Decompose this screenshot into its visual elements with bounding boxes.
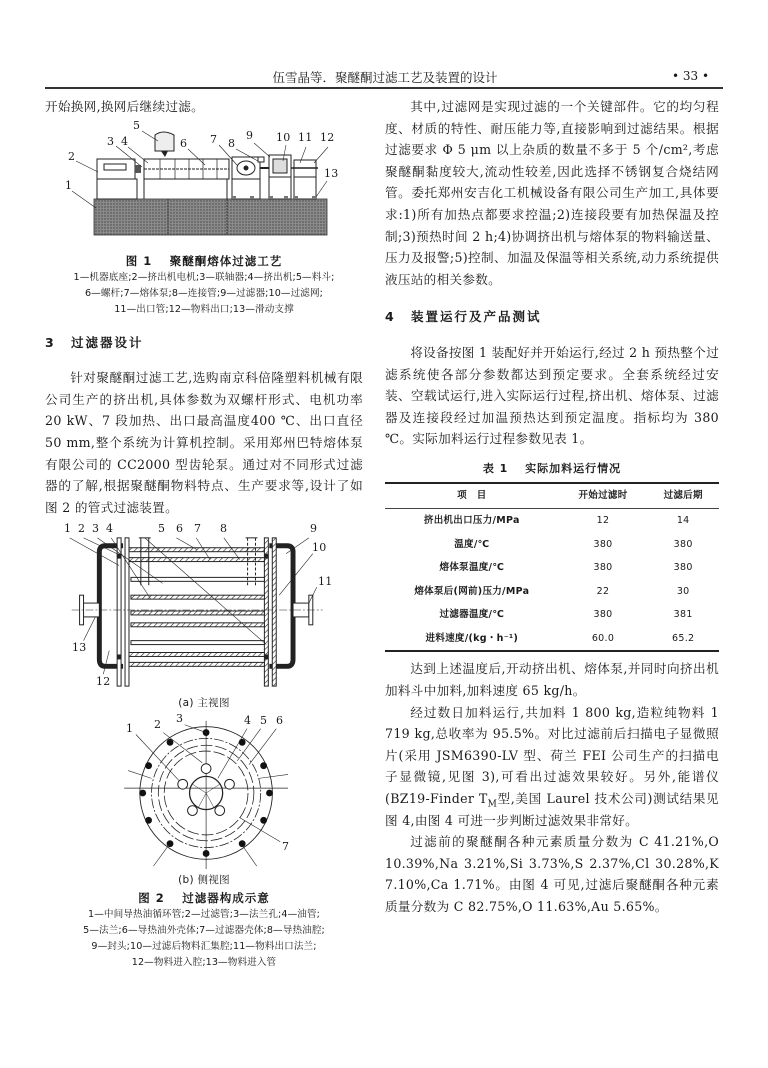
figure1-caption: [45, 252, 363, 318]
fig2a-label-6: 6: [176, 522, 184, 536]
table-cell-start: 380: [593, 562, 613, 574]
figure2-title: 图 2 过滤器构成示意: [138, 891, 270, 906]
fig2a-label-11: 11: [318, 575, 333, 589]
figure1-legend-1: 1—机器底座;2—挤出机电机;3—联轴器;4—挤出机;5—料斗;: [73, 271, 335, 283]
fig1-label-8: 8: [228, 136, 236, 150]
left-column: [45, 96, 363, 971]
right-paragraph-1: 其中,过滤网是实现过滤的一个关键部件。它的均匀程度、材质的特性、耐压能力等,直接影响到过滤结果。根据过滤要求 Φ 5 μm 以上杂质的数量不多于 5 个/cm²,考虑聚醚酮黏度较大,流动性较差,因此选择不锈钢复合烧结网管。委托郑州安吉化工机械设备有限公司生产加工,具体要求:1)所有加热点都要求控温;2)连接段要有加热保温及控制;3)预热时间 2 h;4)协调挤出机与熔体泵的物料输送量、压力及报警;5)控制、加温及保温等相关系统,动力系统提供液压站的相关参数。: [385, 99, 719, 287]
table-cell-late: 65.2: [672, 632, 695, 644]
fig2a-label-7: 7: [194, 522, 202, 536]
fig2a-label-12: 12: [96, 675, 111, 689]
fig1-label-6: 6: [180, 136, 188, 150]
running-title: 伍雪晶等．聚醚酮过滤工艺及装置的设计: [272, 70, 498, 85]
right-column: [385, 96, 719, 918]
figure2-side: [110, 712, 310, 871]
table-header-row: [385, 483, 719, 509]
table-cell-late: 380: [673, 562, 693, 574]
fig2b-label-5: 5: [260, 714, 268, 728]
figure2-side-labels: [110, 712, 310, 871]
table1: [385, 482, 719, 653]
table-header-late: 过滤后期: [663, 490, 703, 502]
right-paragraph-4: 过滤前的聚醚酮各种元素质量分数为 C 41.21%,O 10.39%,Na 3.21%,Si 3.73%,S 2.37%,Cl 30.28%,K 7.10%,Ca 1.71%。由图 4 可见,过滤后聚醚酮各种元素质量分数为 C 82.75%,O 11.63%,Au 5.65%。: [385, 834, 719, 914]
right-paragraph-2: 达到上述温度后,开动挤出机、熔体泵,并同时向挤出机加料斗中加料,加料速度 65 kg/h。: [385, 661, 719, 699]
fig2b-label-6: 6: [276, 714, 284, 728]
figure2-front: [62, 522, 362, 694]
fig2b-label-1: 1: [126, 722, 134, 736]
section4-number: 4: [385, 309, 394, 325]
section3-heading: [45, 332, 363, 354]
table1-title: 表 1 实际加料运行情况: [482, 461, 622, 475]
right-paragraph-3: [385, 702, 719, 832]
table-cell-start: 22: [596, 585, 610, 597]
table-header-start: 开始过滤时: [578, 490, 628, 502]
table-cell-item: 熔体泵后(网前)压力/MPa: [414, 585, 530, 597]
figure2-legend-3: 9—封头;10—过滤后物料汇集腔;11—物料出口法兰;: [91, 941, 317, 953]
fig2b-label-3: 3: [176, 712, 184, 726]
fig1-label-1: 1: [65, 178, 73, 192]
fig2b-label-4: 4: [244, 714, 252, 728]
para3-part-b: 型,美国 Laurel 技术公司)测试结果见图 4,由图 4 可进一步判断过滤效果非常好。: [385, 791, 719, 828]
figure2-front-labels: [62, 522, 362, 694]
table-row: [385, 533, 719, 557]
fig1-label-4: 4: [121, 134, 129, 148]
page-number: • 33 •: [672, 69, 710, 83]
fig1-label-13: 13: [324, 166, 339, 180]
section4-heading: [385, 306, 719, 328]
para3-part-a: 经过数日加料运行,共加料 1 800 kg,造粒纯物料 1 719 kg,总收率为 95.5%。对比过滤前后扫描电子显微照片(采用 JSM6390-LV 型、荷兰 FEI 公司生产的扫描电子显微镜,见图 3),可看出过滤效果较好。另外,能谱仪(BZ19-Finder T: [385, 704, 719, 807]
figure1: [62, 118, 362, 246]
section4-title: 装置运行及产品测试: [411, 309, 542, 325]
table-cell-late: 14: [676, 514, 690, 526]
fig1-label-10: 10: [276, 130, 291, 144]
fig1-label-7: 7: [210, 132, 218, 146]
table-cell-start: 380: [593, 609, 613, 621]
figure1-legend-3: 11—出口管;12—物料出口;13—滑动支撑: [114, 303, 294, 315]
table-header-item: 项 目: [457, 490, 487, 502]
table-cell-late: 381: [673, 609, 693, 621]
fig2a-label-2: 2: [78, 522, 86, 536]
fig1-label-2: 2: [68, 149, 76, 163]
fig2a-label-13: 13: [72, 641, 87, 655]
figure2-legend-2: 5—法兰;6—导热油外壳体;7—过滤器壳体;8—导热油腔;: [83, 925, 325, 937]
header-rule: [45, 87, 723, 89]
table-cell-start: 380: [593, 538, 613, 550]
figure1-labels: [62, 118, 362, 246]
fig1-label-5: 5: [133, 118, 141, 132]
table-row: [385, 603, 719, 627]
fig2a-label-4: 4: [106, 522, 114, 536]
table-cell-start: 60.0: [591, 632, 615, 644]
figure2-legend-4: 12—物料进入腔;13—物料进入管: [131, 957, 277, 969]
fig1-label-3: 3: [107, 134, 115, 148]
figure2a-caption: (a) 主视图: [178, 697, 230, 710]
continuation-paragraph: 开始换网,换网后继续过滤。: [45, 99, 205, 114]
fig1-label-11: 11: [298, 130, 313, 144]
table-cell-late: 380: [673, 538, 693, 550]
figure1-legend-2: 6—螺杆;7—熔体泵;8—连接管;9—过滤器;10—过滤网;: [84, 287, 324, 299]
figure2-caption: [45, 889, 363, 971]
figure2-legend-1: 1—中间导热油循环管;2—过滤管;3—法兰孔;4—油管;: [87, 909, 321, 921]
fig2b-label-2: 2: [154, 718, 162, 732]
table-cell-start: 12: [596, 514, 610, 526]
fig2a-label-1: 1: [64, 522, 72, 536]
section3-paragraph: 针对聚醚酮过滤工艺,选购南京科倍隆塑料机械有限公司生产的挤出机,具体参数为双螺杆形式、电机功率 20 kW、7 段加热、出口最高温度400 ℃、出口直径 50 mm,整个系统为计算机控制。采用郑州巴特熔体泵有限公司的 CC2000 型齿轮泵。通过对不同形式过滤器的了解,根据聚醚酮物料特点、生产要求等,设计了如图 2 的管式过滤装置。: [45, 370, 363, 515]
figure1-title: 图 1 聚醚酮熔体过滤工艺: [125, 253, 283, 268]
fig1-label-9: 9: [246, 128, 254, 142]
fig2a-label-10: 10: [312, 541, 327, 555]
section3-title: 过滤器设计: [71, 334, 144, 350]
table-row: [385, 556, 719, 580]
fig2a-label-5: 5: [158, 522, 166, 536]
table-cell-item: 熔体泵温度/℃: [439, 562, 505, 574]
table-cell-item: 过滤器温度/℃: [439, 609, 505, 621]
table-cell-late: 30: [676, 585, 690, 597]
table-row: [385, 508, 719, 532]
table-row: [385, 580, 719, 604]
fig2a-label-9: 9: [310, 522, 318, 536]
figure2b-caption: (b) 侧视图: [178, 874, 230, 887]
para3-subscript: M: [487, 799, 498, 810]
table-cell-item: 进料速度/(kg・h⁻¹): [425, 632, 519, 644]
table-cell-item: 挤出机出口压力/MPa: [423, 514, 520, 526]
fig2b-label-7: 7: [282, 840, 290, 854]
fig1-label-12: 12: [320, 130, 335, 144]
fig2a-label-8: 8: [220, 522, 228, 536]
section3-number: 3: [45, 334, 54, 350]
table-cell-item: 温度/℃: [454, 538, 490, 550]
section4-paragraph: 将设备按图 1 装配好并开始运行,经过 2 h 预热整个过滤系统使各部分参数都达到预定要求。全套系统经过安装、空载试运行,进入实际运行过程,挤出机、熔体泵、过滤器及连接段经过加温预热达到预定温度。指标均为 380 ℃。实际加料运行过程参数见表 1。: [385, 344, 719, 447]
fig2a-label-3: 3: [92, 522, 100, 536]
table-row: [385, 627, 719, 652]
